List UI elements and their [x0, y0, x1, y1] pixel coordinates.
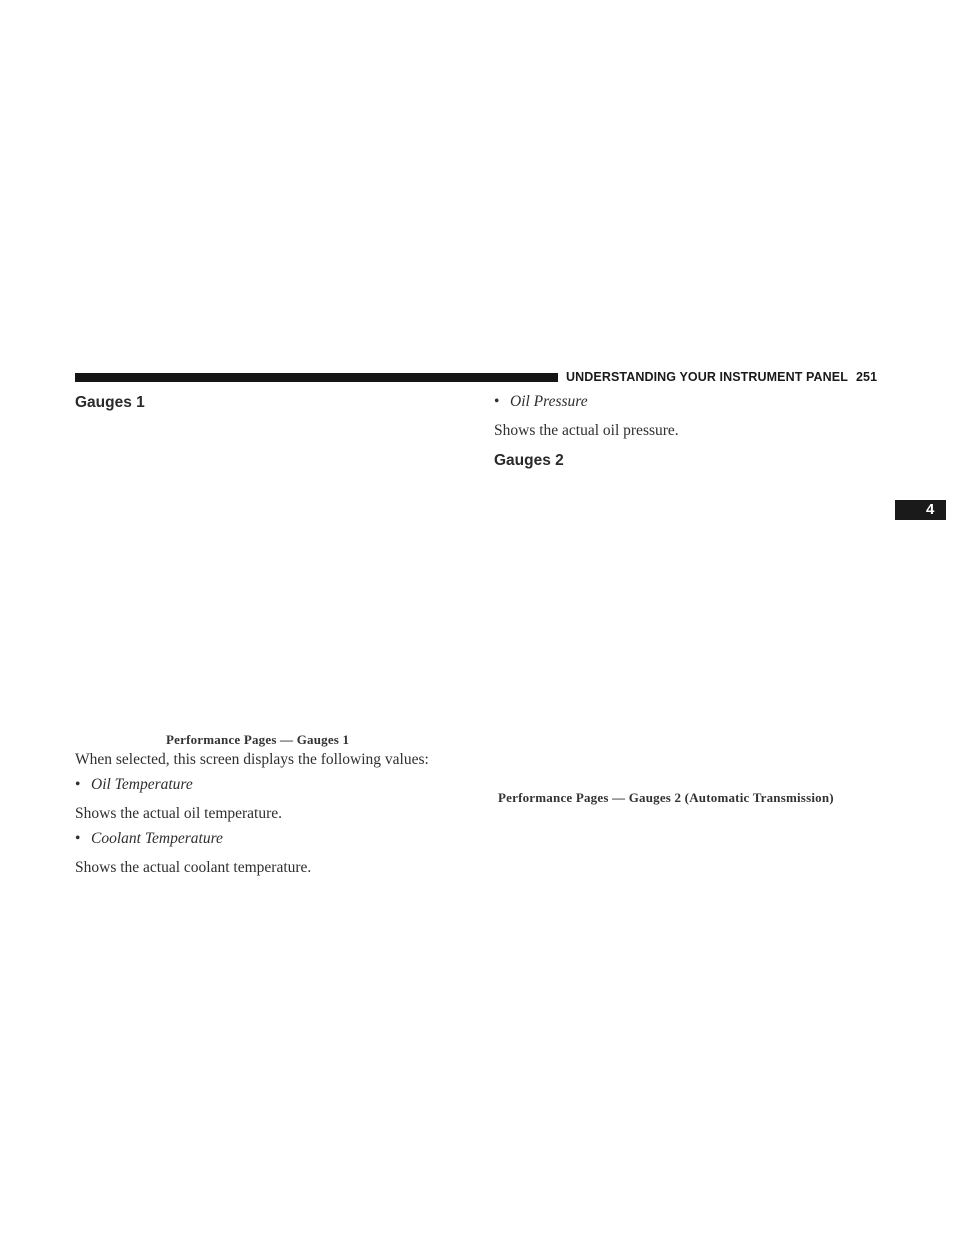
header-rule [75, 373, 558, 382]
bullet-dot: • [494, 393, 500, 410]
bullet-title: Oil Pressure [510, 393, 588, 410]
bullet-coolant-temperature [75, 830, 223, 848]
gauges-1-heading: Gauges 1 [75, 394, 145, 411]
gauges-1-figure [75, 420, 460, 725]
chapter-tab: 4 [895, 500, 946, 520]
oil-pressure-description: Shows the actual oil pressure. [494, 422, 679, 439]
gauges-1-intro: When selected, this screen displays the following values: [75, 751, 429, 768]
running-header [566, 370, 877, 384]
gauges-2-heading: Gauges 2 [494, 452, 564, 469]
bullet-dot: • [75, 776, 81, 793]
bullet-oil-temperature [75, 776, 193, 794]
bullet-title: Oil Temperature [91, 776, 193, 793]
bullet-dot: • [75, 830, 81, 847]
coolant-temperature-description: Shows the actual coolant temperature. [75, 859, 312, 876]
oil-temperature-description: Shows the actual oil temperature. [75, 805, 283, 822]
gauges-1-caption: Performance Pages — Gauges 1 [166, 732, 350, 747]
page-number: 251 [855, 370, 878, 384]
gauges-2-figure [494, 478, 879, 783]
section-title: UNDERSTANDING YOUR INSTRUMENT PANEL [566, 370, 848, 384]
gauges-2-caption: Performance Pages — Gauges 2 (Automatic Transmission) [498, 790, 834, 805]
bullet-title: Coolant Temperature [91, 830, 223, 847]
bullet-oil-pressure [494, 393, 588, 411]
